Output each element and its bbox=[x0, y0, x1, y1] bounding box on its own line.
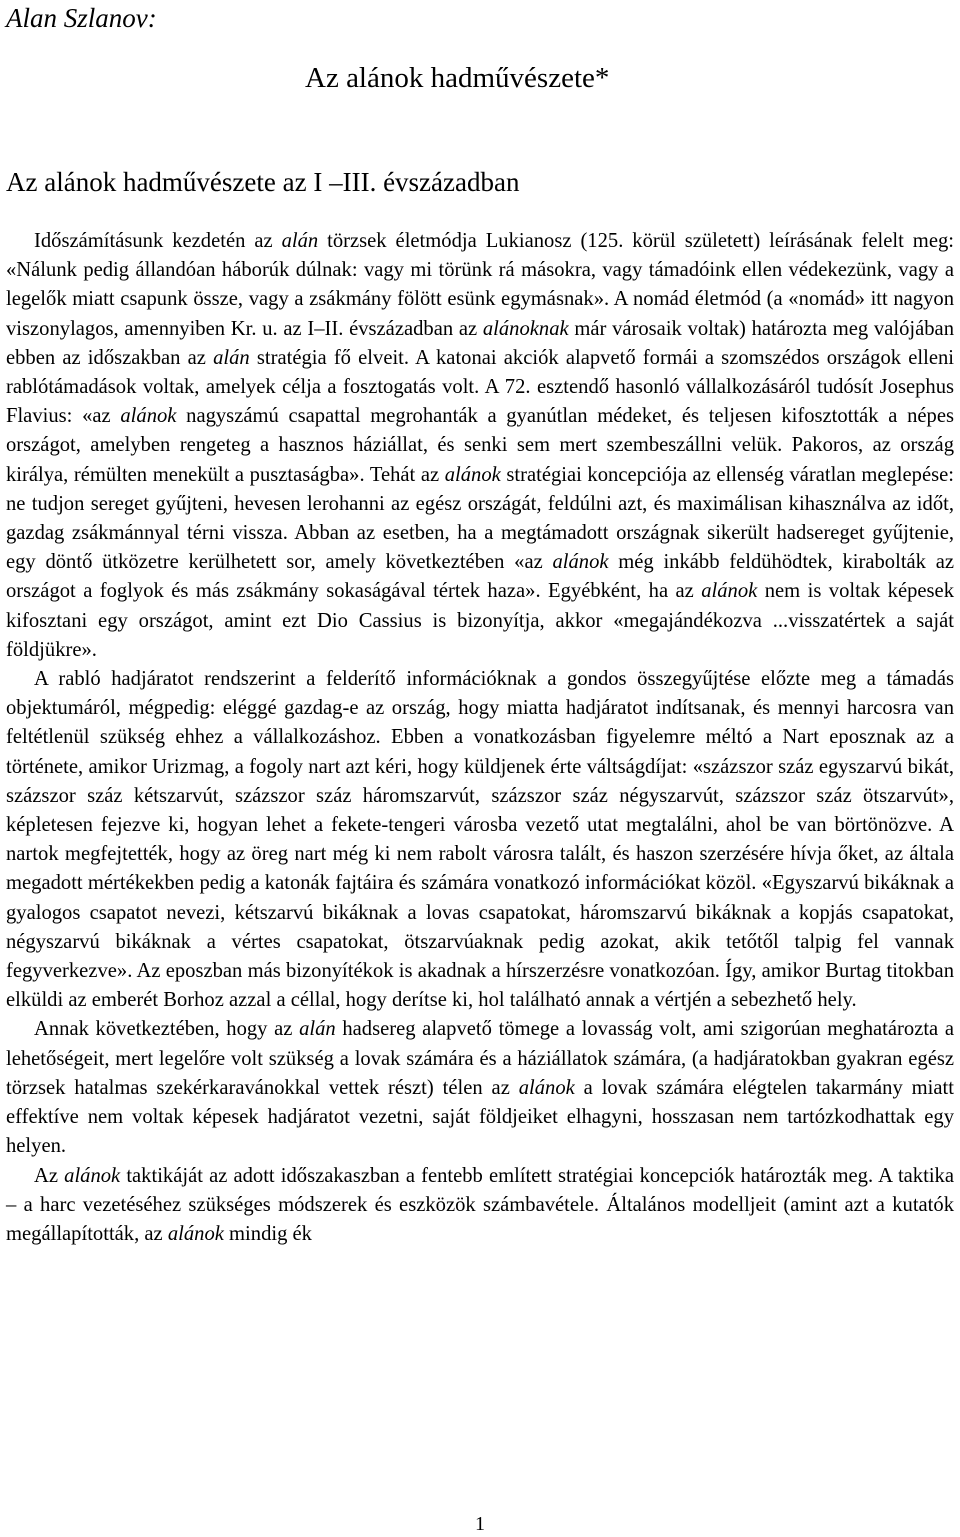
section-heading: Az alánok hadművészete az I –III. évszázadban bbox=[6, 167, 520, 197]
text-run: taktikáját az adott időszakaszban a fentebb említett stratégiai koncepciók határozták meg. A taktika – a harc vezetéséhez szükséges módszerek és eszközök számbavétele. Általános modelljeit (amint azt a kutatók megállapították, az bbox=[6, 1164, 954, 1245]
text-run: nem is voltak képesek kifosztani egy országot, amint ezt Dio Cassius is bizonyítja, akkor «megajándékozva ...visszatértek a saját földjükre». bbox=[6, 580, 954, 661]
italic-term: alán bbox=[213, 346, 250, 369]
italic-term: alánok bbox=[518, 1076, 575, 1099]
text-run: nagyszámú csapattal megrohanták a gyanútlan médeket, és teljesen kifosztották a népes országot, amelyben rengeteg a hasznos háziállat, és senki sem mert szembeszállni velük. Pakoros, az ország királya, rémülten menekült a pusztaságba». Tehát az bbox=[6, 405, 954, 486]
italic-term: alánok bbox=[552, 551, 609, 574]
text-run: A rabló hadjáratot rendszerint a felderítő információknak a gondos összegyűjtése előzte meg a támadás objektumáról, mégpedig: eléggé gazdag-e az ország, hogy miatta hadjáratot indítsanak, és mennyi harcosra van feltétlenül szükség ehhez a vállalkozáshoz. Ebben a vonatkozásban figyelemre méltó a Nart eposznak az a története, amikor Urizmag, a fogoly nart azt kéri, hogy küldjenek érte váltságdíjat: «százszor száz egyszarvú bikát, százszor száz kétszarvút, százszor száz háromszarvút, százszor száz négyszarvút, százszor száz ötszarvút», képletesen fejezve ki, hogyan lehet a fekete-tengeri városba vezető utat megtalálni, ahol be van börtönözve. A nartok megfejtették, hogy az öreg nart még ki nem rabolt városra talált, és haszon szerzésére hívja őket, az általa megadott mértékekben pedig a katonák fajtáira és számára vonatkozó információkat közöl. «Egyszarvú bikáknak a gyalogos csapatot nevezi, kétszarvú bikáknak a lovas csapatokat, háromszarvú bikáknak a kopjás csapatokat, négyszarvú bikáknak a vértes csapatokat, ötszarvúaknak pedig azokat, akik tetőtől talpig fel vannak fegyverkezve». Az eposzban más bizonyítékok is akadnak a hírszerzésre vonatkozóan. Így, amikor Burtag titokban elküldi az emberét Borhoz azzal a céllal, hogy derítse ki, hol található annak a vértjén a sebezhető hely. bbox=[6, 668, 954, 1012]
italic-term: alánok bbox=[444, 463, 501, 486]
paragraph bbox=[6, 227, 954, 665]
text-run: törzsek életmódja Lukianosz (125. körül született) leírásának felelt meg: «Nálunk pedig állandóan háborúk dúlnak: vagy mi törünk rá másokra, vagy támadóink ellen védekezünk, vagy a legelők miatt csapunk össze, vagy a zsákmány fölött esünk egymásnak». A nomád életmód (a «nomád» itt nagyon viszonylagos, amennyiben Kr. u. az I–II. évszázadban az bbox=[6, 230, 954, 340]
text-run: Az bbox=[34, 1164, 65, 1187]
text-run: a lovak számára elégtelen takarmány miatt effektíve nem voltak képesek hadjáratot vezetni, saját földjeiket elhagyni, hosszasan nem tartózkodhattak egy helyen. bbox=[6, 1076, 954, 1158]
document-title: Az alánok hadművészete* bbox=[305, 62, 610, 94]
text-run: Annak következtében, hogy az bbox=[34, 1018, 300, 1041]
italic-term: alánok bbox=[167, 1222, 224, 1245]
italic-term: alánoknak bbox=[482, 317, 569, 340]
italic-term: alán bbox=[299, 1018, 336, 1041]
text-run: még inkább feldühödtek, kirabolták az országot a foglyok és más zsákmány sokaságával tértek haza». Egyébként, ha az bbox=[6, 551, 954, 603]
text-run: mindig ék bbox=[223, 1222, 312, 1245]
paragraph bbox=[6, 1162, 954, 1250]
page-number: 1 bbox=[475, 1513, 485, 1535]
italic-term: alánok bbox=[120, 405, 177, 428]
italic-term: alánok bbox=[701, 580, 758, 603]
body-text bbox=[6, 227, 954, 1249]
text-run: stratégia fő elveit. A katonai akciók alapvető formái a szomszédos országok elleni rablótámadások voltak, amelyek célja a fosztogatás volt. A 72. esztendő hasonló vállalkozásáról tudósít Josephus Flavius: «az bbox=[6, 346, 954, 428]
text-run: stratégiai koncepciója az ellenség váratlan meglepése: ne tudjon sereget gyűjteni, hevesen lerohanni az egész országát, feldúlni azt, és maximálisan kihasználva az időt, gazdag zsákmánnyal térni vissza. Abban az esetben, ha a megtámadott országnak sikerült hadsereget gyűjtenie, egy döntő ütközetre kerülhetett sor, amely következtében «az bbox=[6, 463, 954, 574]
paragraph bbox=[6, 665, 954, 1015]
text-run: már városaik voltak) határozta meg valójában ebben az időszakban az bbox=[6, 317, 954, 369]
author-name: Alan Szlanov: bbox=[6, 3, 157, 33]
italic-term: alánok bbox=[64, 1164, 121, 1187]
text-run: hadsereg alapvető tömege a lovasság volt, ami szigorúan meghatározta a lehetőségeit, mert legelőre volt szükség a lovak számára és a háziállatok számára, (a hadjáratokban gyakran egész törzsek hatalmas szekérkaravánokkal vettek részt) télen az bbox=[6, 1018, 954, 1099]
italic-term: alán bbox=[281, 230, 319, 252]
paragraph bbox=[6, 1015, 954, 1161]
text-run: Időszámításunk kezdetén az bbox=[34, 230, 282, 252]
